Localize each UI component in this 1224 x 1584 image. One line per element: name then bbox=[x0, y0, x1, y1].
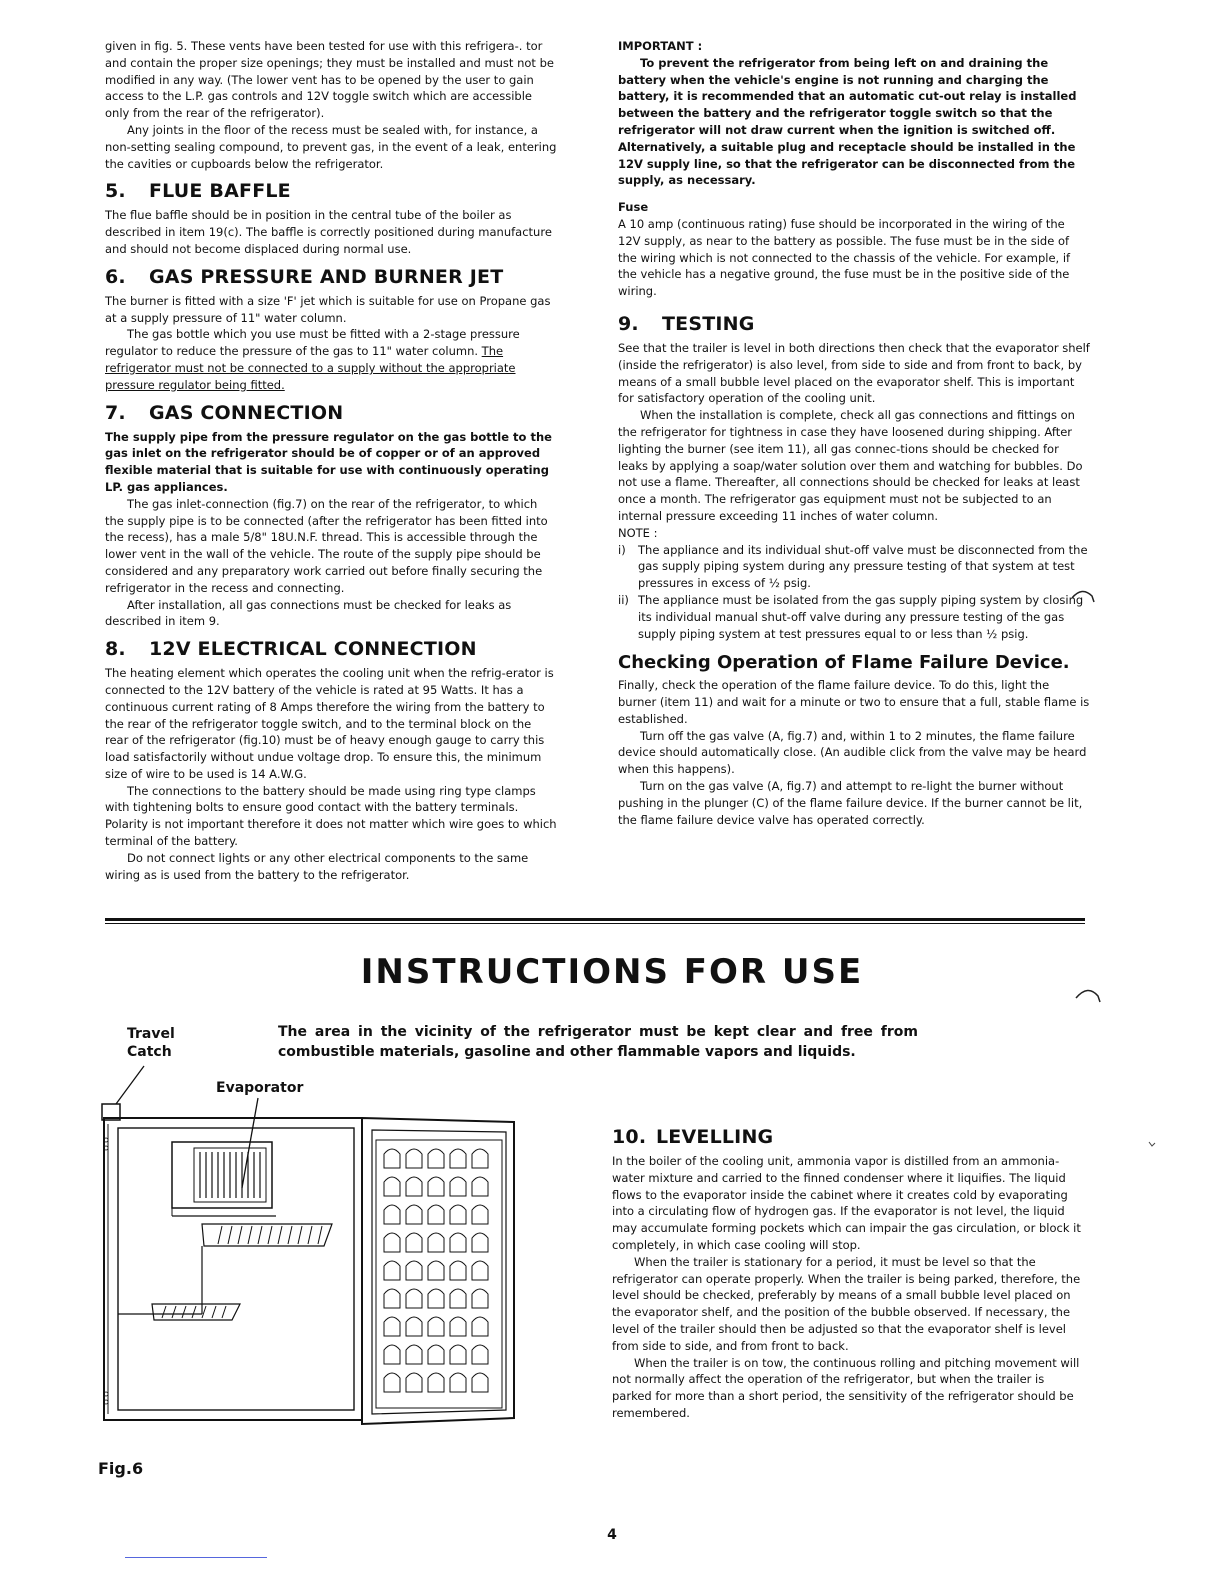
evaporator-leader bbox=[242, 1098, 258, 1188]
levelling-paragraph-3: When the trailer is on tow, the continuous rolling and pitching movement will not normally affect the operation of the refrigerator, but when the trailer is parked for more than a short period, the sensitivity of the refrigerator should be remembered. bbox=[612, 1355, 1080, 1420]
note-item-2 bbox=[618, 592, 1090, 642]
section-9-title: TESTING bbox=[662, 312, 755, 335]
section-6-number: 6. bbox=[105, 265, 126, 288]
right-column bbox=[618, 38, 1090, 828]
section-8-title: 12V ELECTRICAL CONNECTION bbox=[149, 638, 477, 661]
flame-failure-paragraph-3: Turn on the gas valve (A, fig.7) and attempt to re-light the burner without pushing in the plunger (C) of the flame failure device. If the burner cannot be lit, the flame failure device valve has operated correctly. bbox=[618, 779, 1083, 827]
fuse-paragraph: A 10 amp (continuous rating) fuse should be incorporated in the wiring of the 12V supply, as near to the battery as possible. The fuse must be in the side of the wiring which is not connected to the chassis of the vehicle. For example, if the vehicle has a negative ground, the fuse must be in the positive side of the wiring. bbox=[618, 216, 1071, 299]
section-5-number: 5. bbox=[105, 180, 126, 203]
section-7-heading bbox=[105, 401, 557, 425]
section-5-paragraph: The flue baffle should be in position in the central tube of the boiler as described in item 19(c). The baffle is correctly positioned during manufacture and should not become displaced during normal use. bbox=[105, 208, 552, 256]
flame-failure-paragraph-2: Turn off the gas valve (A, fig.7) and, within 1 to 2 minutes, the flame failure device should automatically close. (An audible click from the valve may be heard when this happens). bbox=[618, 728, 1087, 777]
refrigerator-door bbox=[362, 1118, 514, 1424]
section-7-number: 7. bbox=[105, 401, 126, 424]
note-item-1-label: i) bbox=[618, 542, 626, 557]
page-number: 4 bbox=[607, 1527, 617, 1543]
travel-catch-leader bbox=[116, 1066, 144, 1104]
section-9-heading bbox=[618, 312, 1090, 336]
figure-label: Fig.6 bbox=[98, 1459, 144, 1478]
intro-paragraph-1: given in fig. 5. These vents have been tested for use with this refrigera-. tor and contain the proper size openings; they must be installed and must not be modified in any way. (The lower vent has to be opened by the user to gain access to the L.P. gas controls and 12V toggle switch which are accessible only from the rear of the refrigerator). bbox=[105, 39, 554, 121]
section-10-heading bbox=[612, 1125, 1084, 1149]
refrigerator-figure bbox=[92, 1064, 522, 1434]
section-6-paragraph-2 bbox=[105, 326, 557, 393]
section-9-paragraph-1: See that the trailer is level in both directions then check that the evaporator shelf (inside the refrigerator) is also level, from side to side and from front to back, by means of a small bubble level placed on the evaporator shelf. This is important for satisfactory operation of the cooling unit. bbox=[618, 340, 1090, 406]
evaporator-box bbox=[172, 1142, 272, 1208]
note-label: NOTE : bbox=[618, 525, 658, 540]
section-9-number: 9. bbox=[618, 312, 639, 335]
section-7-paragraph-3: After installation, all gas connections must be checked for leaks as described in item 9. bbox=[105, 597, 512, 629]
section-8-heading bbox=[105, 637, 557, 661]
note-item-1 bbox=[618, 542, 1090, 592]
section-6-paragraph-2-text: The gas bottle which you use must be fitted with a 2-stage pressure regulator to reduce the pressure of the gas to 11" water column. bbox=[105, 327, 520, 359]
section-5-title: FLUE BAFFLE bbox=[149, 180, 291, 203]
left-column bbox=[105, 38, 557, 883]
evaporator-label: Evaporator bbox=[216, 1080, 304, 1096]
scan-mark-icon bbox=[1070, 586, 1096, 604]
section-6-paragraph-1: The burner is fitted with a size 'F' jet which is suitable for use on Propane gas at a supply pressure of 11" water column. bbox=[105, 293, 551, 325]
section-6-underlined-warning: The refrigerator must not be connected to a supply without the appropriate pressure regulator being fitted. bbox=[105, 344, 516, 392]
section-8-paragraph-3: Do not connect lights or any other electrical components to the same wiring as is used from the battery to the refrigerator. bbox=[105, 850, 529, 882]
footer-line bbox=[125, 1557, 267, 1558]
section-6-title: GAS PRESSURE AND BURNER JET bbox=[149, 265, 504, 288]
section-5-heading bbox=[105, 179, 557, 203]
section-10-number: 10. bbox=[612, 1126, 647, 1148]
warning-text: The area in the vicinity of the refrigerator must be kept clear and free from combustible materials, gasoline and other flammable vapors and liquids. bbox=[278, 1024, 918, 1060]
note-item-2-text: The appliance must be isolated from the gas supply piping system by closing its individual manual shut-off valve during any pressure testing of the gas supply piping system at test pressures equal to or less than ½ psig. bbox=[638, 592, 1084, 641]
fuse-label: Fuse bbox=[618, 200, 649, 215]
section-7-paragraph-1: The supply pipe from the pressure regulator on the gas bottle to the gas inlet on the refrigerator should be of copper or of an approved flexible material that is suitable for use with continuously operating LP. gas appliances. bbox=[105, 429, 552, 494]
levelling-paragraph-1: In the boiler of the cooling unit, ammonia vapor is distilled from an ammonia-water mixture and carried to the finned condenser where it liquifies. The liquid flows to the evaporator inside the cabinet where it creates cold by evaporating into a circulating flow of hydrogen gas. If the evaporator is not level, the liquid may accumulate forming pockets which can impair the gas circulation, or block it completely, in which case cooling will stop. bbox=[612, 1154, 1081, 1252]
travel-catch-line-2: Catch bbox=[127, 1044, 172, 1060]
section-divider bbox=[105, 918, 1085, 921]
section-divider-thin bbox=[105, 923, 1085, 924]
levelling-paragraph-2: When the trailer is stationary for a period, it must be level so that the refrigerator can operate properly. When the trailer is being parked, therefore, the level should be checked, preferably by means of a small bubble level placed on the evaporator shelf, and the position of the bubble observed. If necessary, the level of the trailer should then be adjusted so that the evaporator shelf is level from side to side, and from front to back. bbox=[612, 1254, 1081, 1353]
section-10-title: LEVELLING bbox=[656, 1126, 774, 1148]
scan-dot-icon bbox=[1148, 1140, 1156, 1148]
section-8-paragraph-1: The heating element which operates the cooling unit when the refrig-erator is connected to the 12V battery of the vehicle is rated at 95 Watts. It has a continuous current rating of 8 Amps therefore the wiring from the battery to the rear of the refrigerator toggle switch, and to the terminal block on the rear of the refrigerator (fig.10) must be of heavy enough gauge to carry this load satisfactorily without undue voltage drop. To ensure this, the minimum size of wire to be used is 14 A.W.G. bbox=[105, 666, 554, 781]
note-item-1-text: The appliance and its individual shut-off valve must be disconnected from the gas supply piping system during any pressure testing of that system at test pressures in excess of ½ psig. bbox=[638, 542, 1088, 591]
flame-failure-paragraph-1: Finally, check the operation of the flame failure device. To do this, light the burner (item 11) and wait for a minute or two to ensure that a full, stable flame is established. bbox=[618, 678, 1090, 726]
section-7-paragraph-2: The gas inlet-connection (fig.7) on the rear of the refrigerator, to which the supply pipe is to be connected (after the refrigerator has been fitted into the recess), has a male 5/8" 18U.N.F. thread. This is accessible through the lower vent in the wall of the vehicle. The route of the supply pipe should be considered and any preparatory work carried out before finally securing the refrigerator in the recess and connecting. bbox=[105, 496, 548, 595]
instructions-title: INSTRUCTIONS FOR USE bbox=[360, 952, 864, 992]
levelling-section bbox=[612, 1125, 1084, 1422]
cabinet-outline bbox=[104, 1118, 362, 1420]
section-8-paragraph-2: The connections to the battery should be made using ring type clamps with tightening bolts to ensure good contact with the battery terminals. Polarity is not important therefore it does not matter which wire goes to which terminal of the battery. bbox=[105, 783, 557, 849]
travel-catch-label bbox=[127, 1025, 175, 1061]
section-6-heading bbox=[105, 265, 557, 289]
section-7-title: GAS CONNECTION bbox=[149, 401, 344, 424]
important-label: IMPORTANT : bbox=[618, 39, 703, 53]
flame-failure-heading: Checking Operation of Flame Failure Device. bbox=[618, 652, 1070, 674]
egg-rack-pattern bbox=[384, 1149, 488, 1392]
note-item-2-label: ii) bbox=[618, 592, 629, 607]
intro-paragraph-2: Any joints in the floor of the recess must be sealed with, for instance, a non-setting sealing compound, to prevent gas, in the event of a leak, entering the cavities or cupboards below the refrigerator. bbox=[105, 122, 557, 171]
section-8-number: 8. bbox=[105, 638, 126, 661]
section-9-paragraph-2: When the installation is complete, check all gas connections and fittings on the refrigerator for tightness in case they have loosened during shipping. After lighting the burner (see item 11), all gas connec-tions should be checked for leaks by applying a soap/water solution over them and watching for bubbles. Do not use a flame. Thereafter, all connections should be checked for leaks at least once a month. The refrigerator gas equipment must not be subjected to an internal pressure exceeding 11 inches of water column. bbox=[618, 408, 1083, 523]
travel-catch-line-1: Travel bbox=[127, 1026, 175, 1042]
important-paragraph: To prevent the refrigerator from being left on and draining the battery when the vehicle's engine is not running and charging the battery, it is recommended that an automatic cut-out relay is installed between the battery and the refrigerator toggle switch so that the refrigerator will not draw current when the ignition is switched off. Alternatively, a suitable plug and receptacle should be installed in the 12V supply line, so that the refrigerator can be disconnected from the supply, as necessary. bbox=[618, 55, 1077, 188]
